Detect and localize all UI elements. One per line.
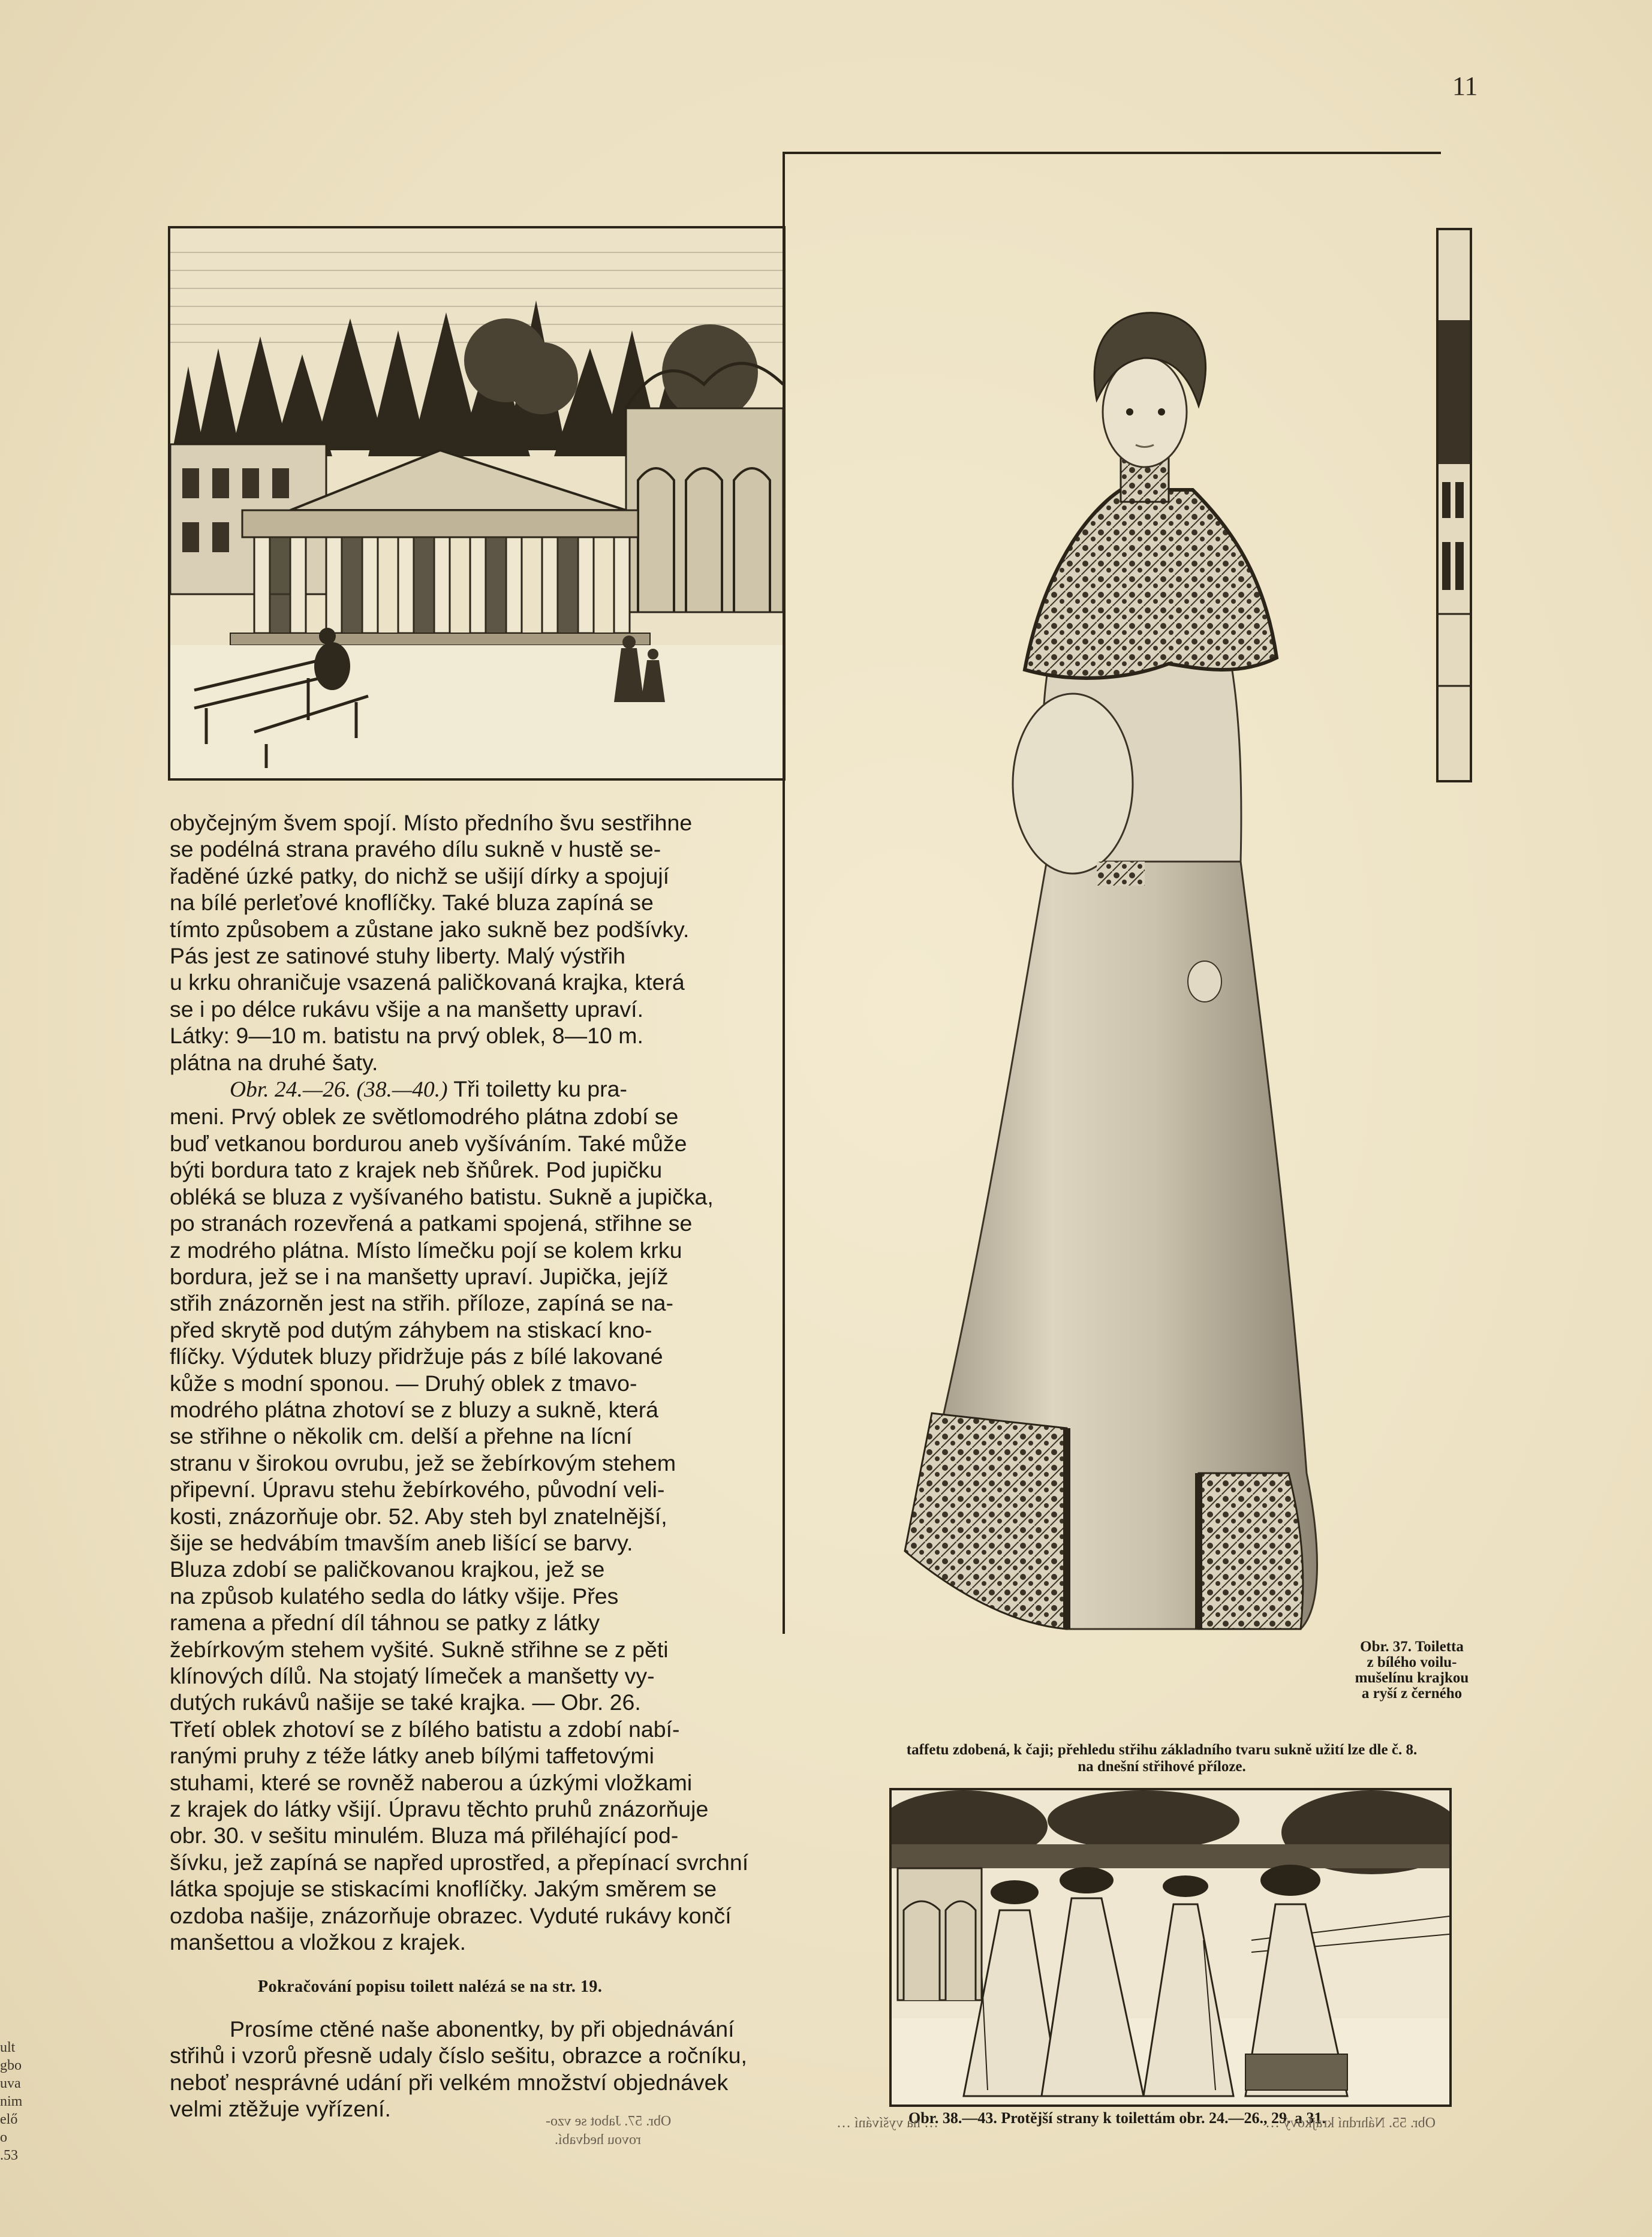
adjacent-illustration-fragment [1439, 230, 1470, 780]
text-line: šívku, jež zapíná se napřed uprostřed, a přepínací svrchní [170, 1849, 749, 1875]
text-line: u krku ohraničuje vsazená paličkovaná krajka, která [170, 970, 685, 995]
text-line: se střihne o několik cm. delší a přehne na lícní [170, 1423, 633, 1449]
text-line: obyčejným švem spojí. Místo předního švu sestřihne [170, 810, 693, 835]
colonnade-illustration [170, 228, 783, 778]
text-line: buď vetkanou bordurou aneb vyšíváním. Také může [170, 1130, 687, 1156]
figure-37-caption [1344, 1639, 1479, 1702]
text-line: neboť nesprávné udání při velkém množství objednávek [170, 2069, 729, 2095]
caption-line: a ryší z černého [1361, 1685, 1463, 1702]
text-line: látka spojuje se stiskacími knoflíčky. Jakým směrem se [170, 1876, 717, 1902]
page-number: 11 [1452, 71, 1478, 101]
text-line: Prosíme ctěné naše abonentky, by při objednávání [230, 2016, 735, 2042]
text-line: Pás jest ze satinové stuhy liberty. Malý výstřih [170, 943, 625, 969]
bleed-through-text: Obr. 55. Náhrdní krajkový … [1265, 2115, 1436, 2131]
gutter-fragment: o [0, 2130, 7, 2145]
text-line: kosti, znázorňuje obr. 52. Aby steh byl znatelnější, [170, 1503, 667, 1529]
figure-37-caption-continued [836, 1742, 1487, 1775]
text-line: kůže s modní sponou. — Druhý oblek z tmavo- [170, 1370, 637, 1396]
caption-line: Obr. 37. Toiletta [1360, 1639, 1464, 1655]
subscriber-request [170, 2016, 807, 2122]
lady-in-tea-gown-illustration [785, 154, 1439, 1634]
text-line: modrého plátna zhotoví se z bluzy a sukně, která [170, 1396, 659, 1422]
text-line [170, 1076, 807, 1103]
text-line: šije se hedvábím tmavším aneb lišící se barvy. [170, 1530, 633, 1555]
caption-line: na dnešní střihové příloze. [1078, 1759, 1246, 1775]
text-line: tímto způsobem a zůstane jako sukně bez podšívky. [170, 916, 690, 942]
text-line: flíčky. Výdutek bluzy přidržuje pás z bílé lakované [170, 1344, 663, 1369]
text-line: manšettou a vložkou z krajek. [170, 1929, 466, 1955]
gutter-fragment: ult [0, 2040, 16, 2055]
text-line: se i po délce rukávu všije a na manšetty upraví. [170, 996, 643, 1022]
gutter-fragment: nim [0, 2094, 23, 2109]
text-line: Látky: 9—10 m. batistu na prvý oblek, 8—10 m. [170, 1023, 643, 1049]
adjacent-illustration-edge [1436, 228, 1472, 782]
text-line: Třetí oblek zhotoví se z bílého batistu a zdobí nabí- [170, 1716, 680, 1742]
colonnade-engraving [168, 226, 786, 781]
text-line: Bluza zdobí se paličkovanou krajkou, jež se [170, 1556, 605, 1582]
text-line: ramena a přední díl táhnou se patky z látky [170, 1610, 600, 1636]
text-line: po stranách rozevřená a patkami spojená, střihne se [170, 1211, 693, 1236]
text-line: na způsob kulatého sedla do látky všije. Přes [170, 1583, 619, 1609]
figure-reference: Obr. 24.—26. (38.—40.) [230, 1077, 448, 1103]
bleed-through-text: rovou hedvabí. [555, 2132, 641, 2148]
caption-line: z bílého voilu- [1367, 1654, 1457, 1670]
text-line: ranými pruhy z téže látky aneb bílými taffetovými [170, 1743, 654, 1769]
text-line: řaděné úzké patky, do nichž se ušijí dírky a spojují [170, 863, 670, 889]
paragraph-2 [170, 1076, 807, 1955]
text-line: z krajek do látky všijí. Úpravu těchto pruhů znázorňuje [170, 1796, 709, 1822]
caption-line: mušelínu krajkou [1355, 1670, 1469, 1686]
text-line: střih znázorněn jest na střih. příloze, zapíná se na- [170, 1290, 674, 1316]
gutter-fragment: .53 [0, 2148, 18, 2163]
bleed-through-text: … na vyšívání … [836, 2115, 938, 2131]
text-line: na bílé perleťové knoflíčky. Také bluza zapíná se [170, 890, 654, 916]
text-line: býti bordura tato z krajek neb šňůrek. Pod jupičku [170, 1157, 663, 1183]
gutter-fragment: uva [0, 2076, 21, 2091]
text-line: připevní. Úpravu stehu žebírkového, původní veli- [170, 1477, 665, 1503]
promenade-engraving [889, 1788, 1452, 2107]
text-line: meni. Prvý oblek ze světlomodrého plátna zdobí se [170, 1104, 679, 1130]
continuation-note: Pokračování popisu toilett nalézá se na str. 19. [258, 1977, 603, 1996]
text-fragment: Tři toiletty ku pra- [447, 1076, 627, 1102]
text-line: žebírkovým stehem vyšité. Sukně střihne se z pěti [170, 1636, 669, 1662]
text-line: obr. 30. v sešitu minulém. Bluza má přiléhající pod- [170, 1823, 679, 1848]
text-line: ozdoba našije, znázorňuje obrazec. Vyduté rukávy končí [170, 1902, 732, 1928]
caption-line: taffetu zdobená, k čaji; přehledu střihu základního tvaru sukně užití lze dle č. 8. [906, 1742, 1418, 1758]
text-line: bordura, jež se i na manšetty upraví. Jupička, jejíž [170, 1263, 669, 1289]
text-line: z modrého plátna. Místo límečku pojí se kolem krku [170, 1237, 682, 1263]
text-line: obléká se bluza z vyšívaného batistu. Sukně a jupička, [170, 1184, 714, 1209]
article-body [170, 809, 807, 1955]
gutter-fragment: elő [0, 2112, 18, 2127]
bleed-through-text: Obr. 57. Jabot se vzo- [546, 2113, 672, 2129]
text-line: stuhami, které se rovněž naberou a úzkými vložkami [170, 1769, 693, 1795]
text-line: stranu v širokou ovrubu, jež se žebírkovým stehem [170, 1450, 676, 1476]
figure-38-43-caption: Obr. 38.—43. Protější strany k toilettám obr. 24.—26., 29. a 31. [908, 2109, 1326, 2127]
text-line: střihů i vzorů přesně udaly číslo sešitu, obrazce a ročníku, [170, 2043, 747, 2069]
text-line: plátna na druhé šaty. [170, 1049, 378, 1075]
fashion-plate-frame [783, 152, 1441, 1634]
paragraph-1 [170, 809, 807, 1076]
text-line: klínových dílů. Na stojatý límeček a manšetty vy- [170, 1663, 655, 1688]
text-line: před skrytě pod dutým záhybem na stiskací kno- [170, 1317, 652, 1342]
text-line: se podélná strana pravého dílu sukně v hustě se- [170, 836, 661, 862]
text-line: velmi ztěžuje vyřízení. [170, 2096, 391, 2122]
promenade-illustration [892, 1790, 1449, 2104]
gutter-fragment: gbo [0, 2058, 22, 2073]
text-line: dutých rukávů našije se také krajka. — Obr. 26. [170, 1690, 641, 1715]
gutter-fragments [0, 2039, 24, 2164]
